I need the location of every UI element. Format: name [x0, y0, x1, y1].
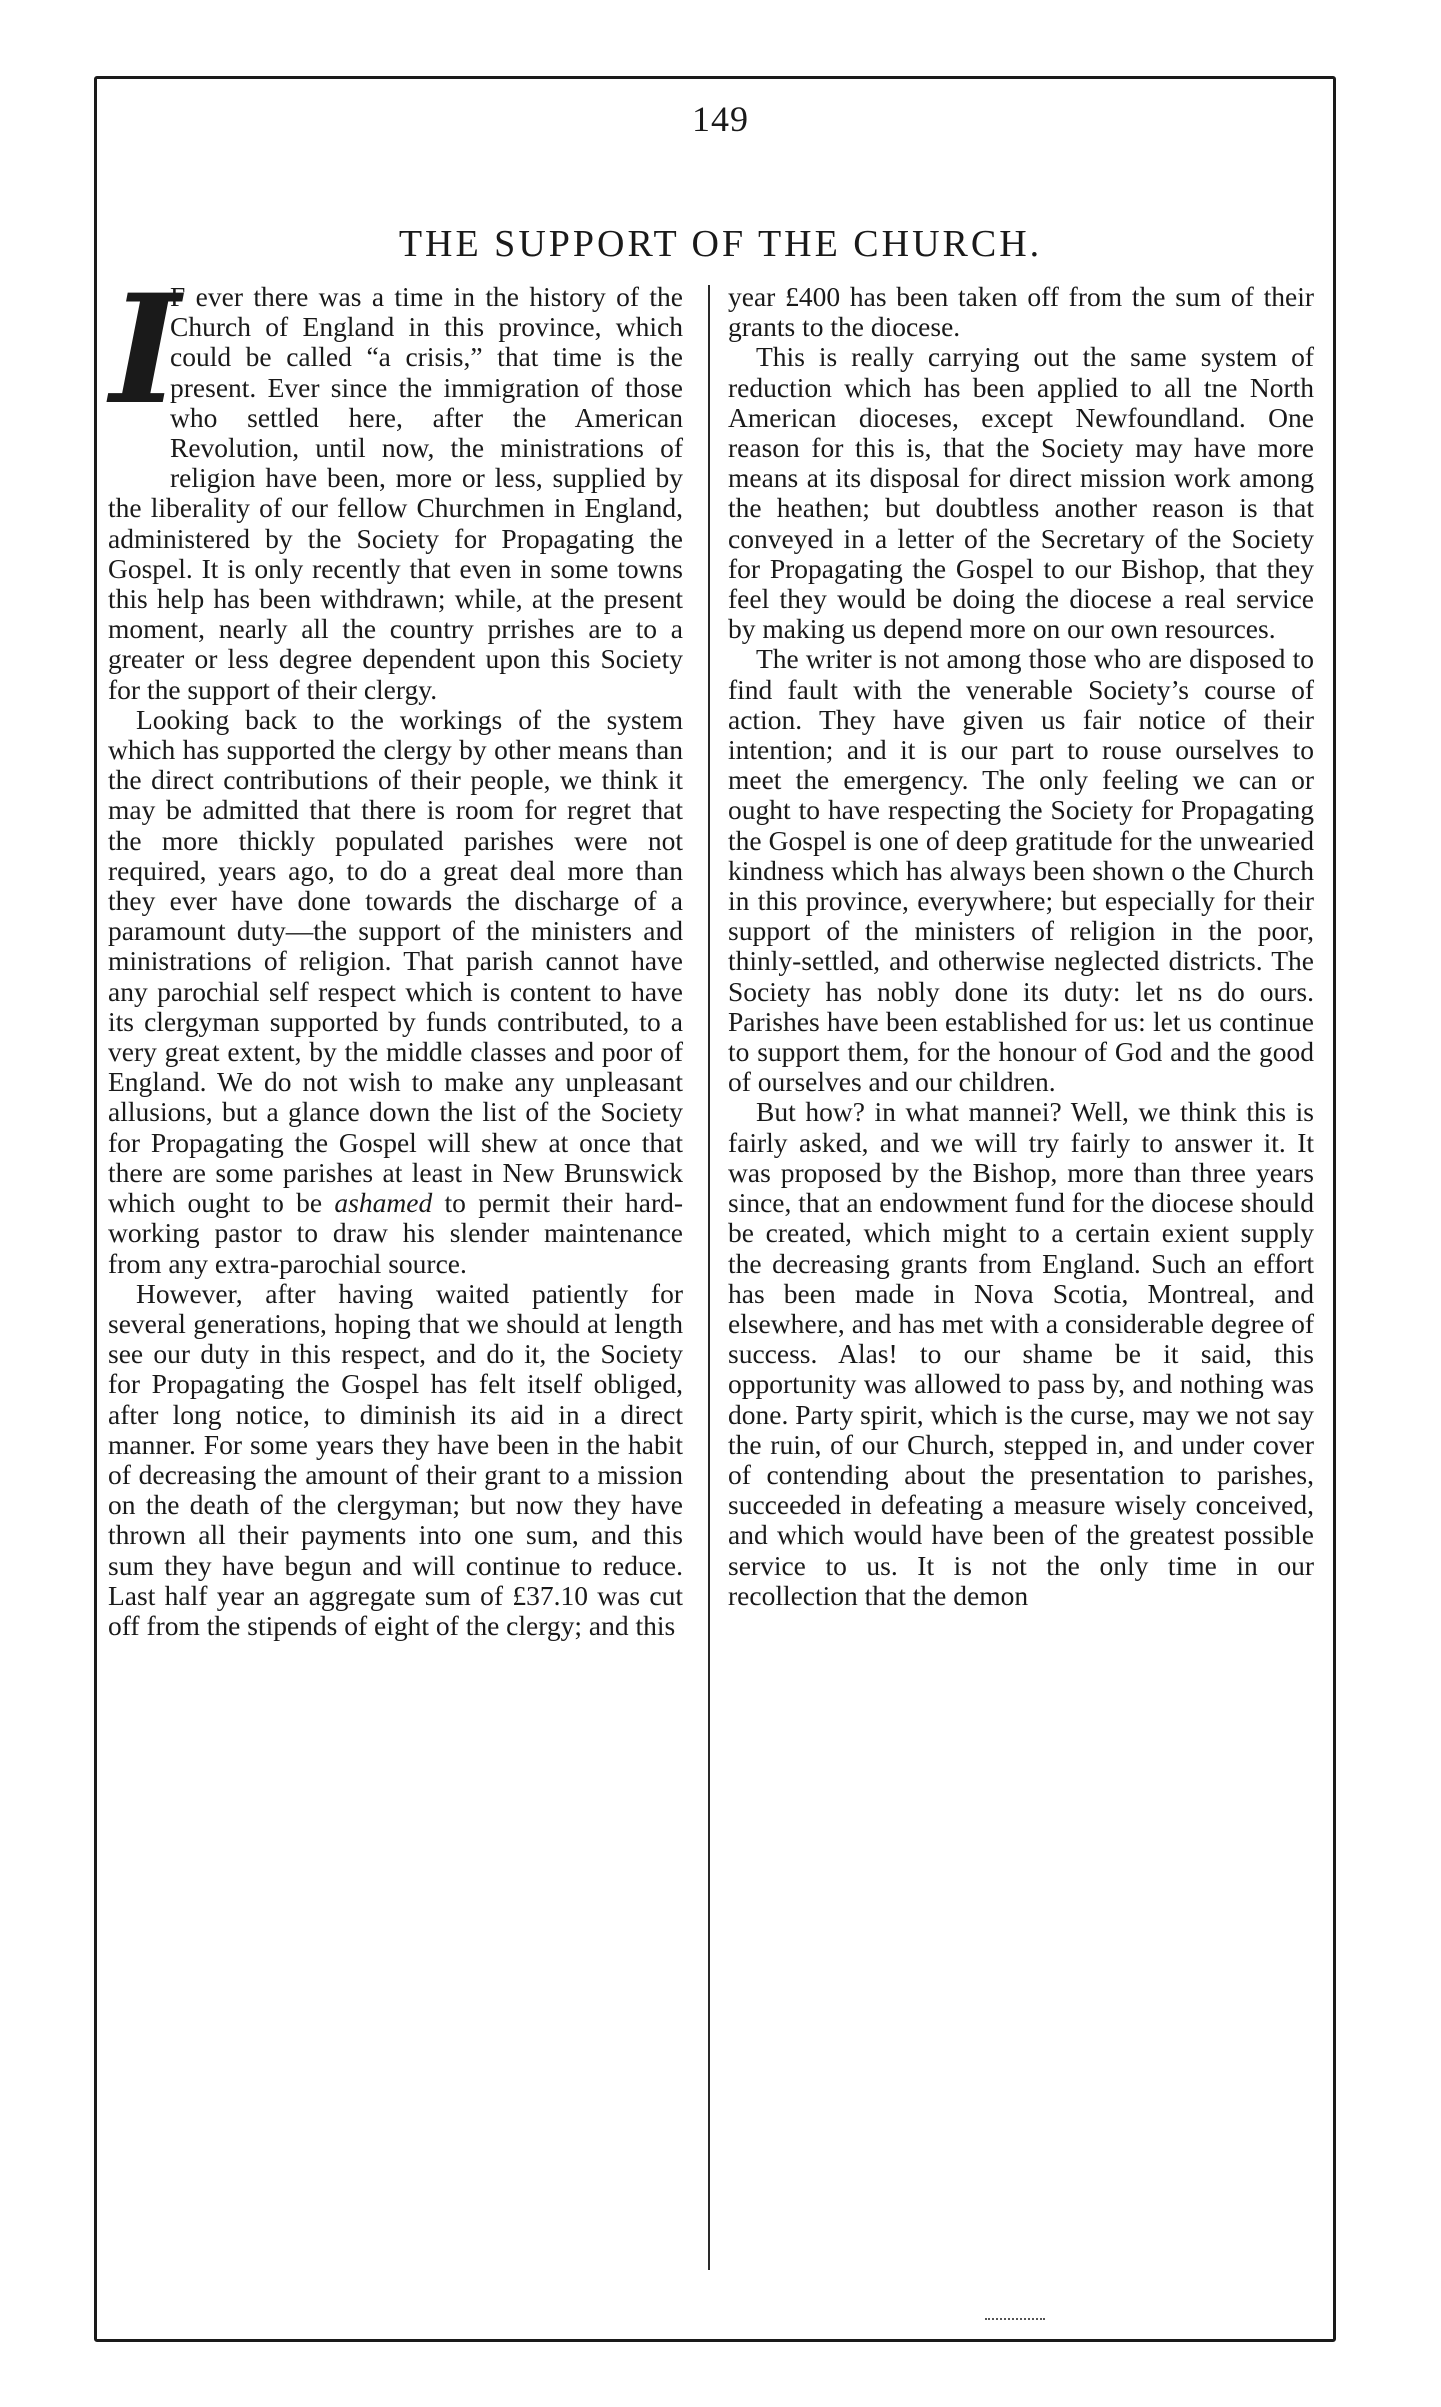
print-smudge	[985, 2318, 1045, 2324]
paragraph-5: This is really carrying out the same system of reduction which has been applied to all tne North American dioceses, except Newfoundland. One reason for this is, that the Society may have more means at its disposal for direct mission work among the heathen; but doubtless another reason is that conveyed in a letter of the Secretary of the Society for Propagating the Gospel to our Bishop, that they feel they would be doing the diocese a real service by making us depend more on our own resources.	[728, 341, 1314, 645]
paragraph-1	[108, 262, 683, 705]
dropcap-letter: I	[110, 262, 181, 438]
paragraph-7: But how? in what mannei? Well, we think this is fairly asked, and we will try fairly to answer it. It was proposed by the Bishop, more than three years since, that an endowment fund for the diocese should be created, which might to a certain exient supply the decreasing grants from England. Such an effort has been made in Nova Scotia, Montreal, and elsewhere, and has met with a considerable degree of success. Alas! to our shame be it said, this opportunity was allowed to pass by, and nothing was done. Party spirit, which is the curse, may we not say the ruin, of our Church, stepped in, and under cover of contending about the presentation to parishes, succeeded in defeating a measure wisely conceived, and which would have been of the greatest possible service to us. It is not the only time in our recollection that the demon	[728, 1096, 1314, 1611]
article-title: THE SUPPORT OF THE CHURCH.	[398, 223, 1043, 265]
paragraph-4: year £400 has been taken off from the sum of their grants to the diocese.	[728, 281, 1314, 343]
paragraph-1-text: F ever there was a time in the history of the Church of England in this province, which could be called “a crisis,” that time is the present. Ever since the immigration of those who settled here, after the American Revolution, until now, the ministrations of religion have been, more or less, supplied by the liberality of our fellow Churchmen in England, administered by the Society for Propagating the Gospel. It is only recently that even in some towns this help has been withdrawn; while, at the present moment, nearly all the country prrishes are to a greater or less degree dependent upon this Society for the support of their clergy.	[108, 281, 683, 705]
left-column	[108, 262, 684, 1641]
paragraph-6: The writer is not among those who are disposed to find fault with the venerable Society’s course of action. They have given us fair notice of their intention; and it is our part to rouse ourselves to meet the emergency. The only feeling we can or ought to have respecting the Society for Propagating the Gospel is one of deep gratitude for the unwearied kindness which has always been shown o the Church in this province, everywhere; but especially for their support of the ministers of religion in the poor, thinly-settled, and otherwise neglected districts. The Society has nobly done its duty: let ns do ours. Parishes have been established for us: let us continue to support them, for the honour of God and the good of ourselves and our children.	[728, 643, 1314, 1098]
page-number: 149	[692, 99, 749, 139]
paragraph-2-text: Looking back to the workings of the system which has supported the clergy by other means than the direct contributions of their people, we think it may be admitted that there is room for regret that the more thickly populated parishes were not required, years ago, to do a great deal more than they ever have done towards the discharge of a paramount duty—the support of the ministers and ministrations of religion. That parish cannot have any parochial self respect which is content to have its clergyman supported by funds contributed, to a very great extent, by the middle classes and poor of England. We do not wish to make any unpleasant allusions, but a glance down the list of the Society for Propagating the Gospel will shew at once that there are some parishes at least in New Brunswick which ought to be	[108, 703, 683, 1219]
column-divider	[708, 285, 710, 2270]
paragraph-2	[108, 705, 683, 1279]
emphasis-ashamed: ashamed	[334, 1187, 433, 1219]
paragraph-2-end: to permit their hard-working pastor to draw his slender maintenance from any extra-parochial source.	[108, 1187, 684, 1279]
right-column	[728, 282, 1314, 1611]
paragraph-3: However, after having waited patiently for several generations, hoping that we should at length see our duty in this respect, and do it, the Society for Propagating the Gospel has felt itself obliged, after long notice, to diminish its aid in a direct manner. For some years they have been in the habit of decreasing the amount of their grant to a mission on the death of the clergyman; but now they have thrown all their payments into one sum, and this sum they have begun and will continue to reduce. Last half year an aggregate sum of £37.10 was cut off from the stipends of eight of the clergy; and this	[108, 1277, 683, 1641]
